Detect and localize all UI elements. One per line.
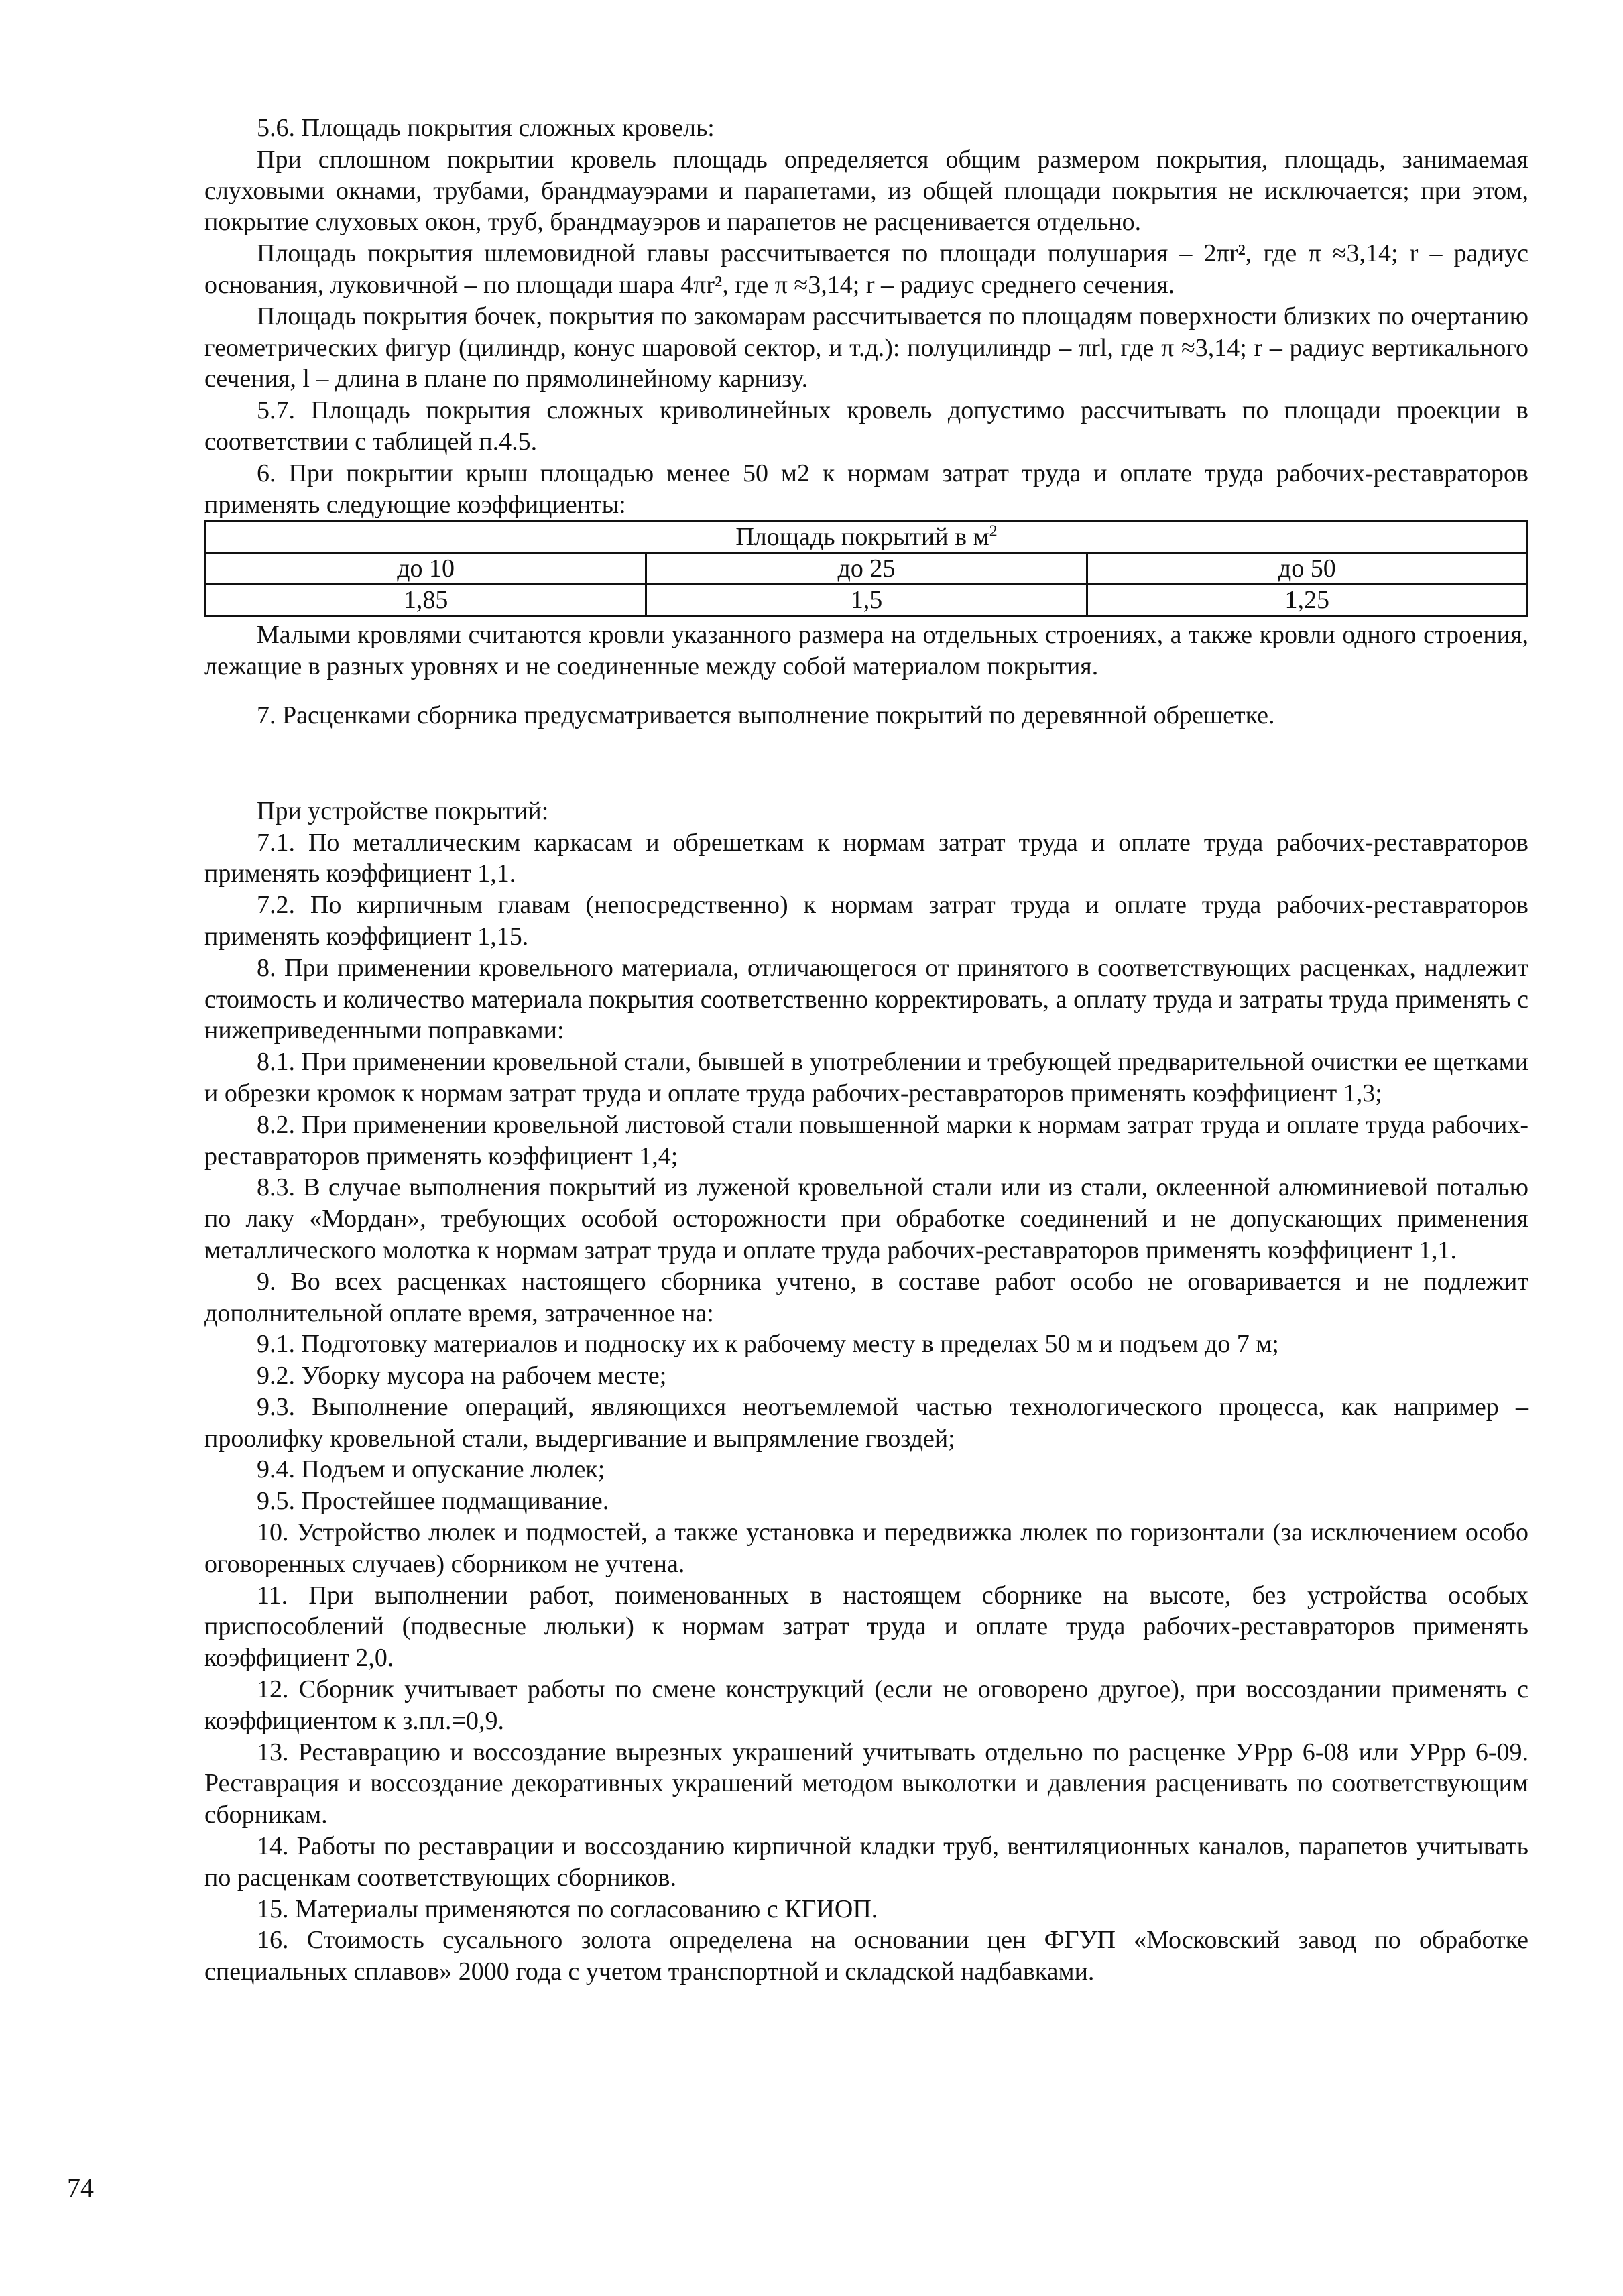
paragraph-p72: 7.2. По кирпичным главам (непосредственно) к нормам затрат труда и оплате труда рабочих-реставраторов применять коэффициент 1,15. <box>204 891 1528 951</box>
paragraph-7: 7. Расценками сборника предусматривается выполнение покрытий по деревянной обрешетке. <box>257 701 1275 729</box>
paragraph-p11: 11. При выполнении работ, поименованных в настоящем сборнике на высоте, без устройства особых приспособлений (подвесные люльки) к нормам затрат труда и оплате труда рабочих-реставраторов применять коэффициент 2,0. <box>204 1581 1528 1673</box>
paragraph-p10: 10. Устройство люлек и подмостей, а также установка и передвижка люлек по горизонтали (за исключением особо оговоренных случаев) сборником не учтена. <box>204 1518 1528 1578</box>
coefficient-table <box>204 520 1528 617</box>
paragraph-p71: 7.1. По металлическим каркасам и обрешеткам к нормам затрат труда и оплате труда рабочих-реставраторов применять коэффициент 1,1. <box>204 828 1528 888</box>
paragraph-p16: 16. Стоимость сусального золота определена на основании цен ФГУП «Московский завод по обработке специальных сплавов» 2000 года с учетом транспортной и складской надбавками. <box>204 1926 1528 1986</box>
table-value-cell: 1,85 <box>206 585 646 616</box>
paragraph-p91: 9.1. Подготовку материалов и подноску их к рабочему месту в пределах 50 м и подъем до 7 м; <box>257 1330 1279 1359</box>
table-header-text: Площадь покрытий в м <box>735 523 989 552</box>
paragraph-p93: 9.3. Выполнение операций, являющихся неотъемлемой частью технологического процесса, как например – проолифку кровельной стали, выдергивание и выпрямление гвоздей; <box>204 1392 1528 1453</box>
table-values-row <box>206 585 1528 616</box>
table-value-cell: 1,25 <box>1087 585 1527 616</box>
section-5-6 <box>204 113 1528 520</box>
paragraph-p8: 8. При применении кровельного материала, отличающегося от принятого в соответствующих расценках, надлежит стоимость и количество материала покрытия соответственно корректировать, а оплату труда и затраты труда применять с нижеприведенными поправками: <box>204 953 1528 1045</box>
paragraph-p57: 5.7. Площадь покрытия сложных криволинейных кровель допустимо рассчитывать по площади проекции в соответствии с таблицей п.4.5. <box>204 396 1528 456</box>
paragraph-install-title: При устройстве покрытий: <box>257 796 549 825</box>
table-header-row <box>206 522 1528 553</box>
table-columns-row <box>206 553 1528 585</box>
paragraph-p56-c: Площадь покрытия бочек, покрытия по закомарам рассчитывается по площадям поверхности близких по очертанию геометрических фигур (цилиндр, конус шаровой сектор, и т.д.): полуцилиндр – πrl, где π ≈3,14; r – радиус вертикального сечения, l – длина в плане по прямолинейному карнизу. <box>204 302 1528 394</box>
paragraph-p95: 9.5. Простейшее подмащивание. <box>257 1487 609 1516</box>
paragraph-p14: 14. Работы по реставрации и воссозданию кирпичной кладки труб, вентиляционных каналов, парапетов учитывать по расценкам соответствующих сборников. <box>204 1832 1528 1892</box>
paragraph-p56-b: Площадь покрытия шлемовидной главы рассчитывается по площади полушария – 2πr², где π ≈3,14; r – радиус основания, луковичной – по площади шара 4πr², где π ≈3,14; r – радиус среднего сечения. <box>204 239 1528 299</box>
table-value-cell: 1,5 <box>646 585 1087 616</box>
paragraph-p6: 6. При покрытии крыш площадью менее 50 м2 к нормам затрат труда и оплате труда рабочих-реставраторов применять следующие коэффициенты: <box>204 459 1528 519</box>
paragraph-p92: 9.2. Уборку мусора на рабочем месте; <box>257 1362 667 1390</box>
paragraph-p13: 13. Реставрацию и воссоздание вырезных украшений учитывать отдельно по расценке УРрр 6-08 или УРрр 6-09. Реставрация и воссоздание декоративных украшений методом выколотки и давления расценивать по соответствующим сборникам. <box>204 1738 1528 1829</box>
paragraph-p83: 8.3. В случае выполнения покрытий из луженой кровельной стали или из стали, оклеенной алюминиевой поталью по лаку «Мордан», требующих особой осторожности при обработке соединений и не допускающих применения металлического молотка к нормам затрат труда и оплате труда рабочих-реставраторов применять коэффициент 1,1. <box>204 1173 1528 1264</box>
table-column-label: до 10 <box>206 553 646 585</box>
paragraph-p9: 9. Во всех расценках настоящего сборника учтено, в составе работ особо не оговаривается и не подлежит дополнительной оплате время, затраченное на: <box>204 1267 1528 1327</box>
paragraph-p56-a: При сплошном покрытии кровель площадь определяется общим размером покрытия, площадь, занимаемая слуховыми окнами, трубами, брандмауэрами и парапетами, из общей площади покрытия не исключается; при этом, покрытие слуховых окон, труб, брандмауэров и парапетов не расценивается отдельно. <box>204 145 1528 237</box>
table-column-label: до 25 <box>646 553 1087 585</box>
document-page <box>204 113 1528 1988</box>
paragraph-p12: 12. Сборник учитывает работы по смене конструкций (если не оговорено другое), при воссоздании применять с коэффициентом к з.пл.=0,9. <box>204 1675 1528 1735</box>
paragraph-small-roofs: Малыми кровлями считаются кровли указанного размера на отдельных строениях, а также кровли одного строения, лежащие в разных уровнях и не соединенные между собой материалом покрытия. <box>204 621 1528 681</box>
paragraph-p15: 15. Материалы применяются по согласованию с КГИОП. <box>257 1894 878 1923</box>
table-note <box>204 619 1528 682</box>
installation-rules <box>204 796 1528 1988</box>
table-header-cell <box>206 522 1528 553</box>
paragraph-p56-title: 5.6. Площадь покрытия сложных кровель: <box>257 114 715 142</box>
paragraph-p94: 9.4. Подъем и опускание люлек; <box>257 1455 605 1484</box>
paragraph-p81: 8.1. При применении кровельной стали, бывшей в употреблении и требующей предварительной очистки ее щетками и обрезки кромок к нормам затрат труда и оплате труда рабочих-реставраторов применять коэффициент 1,3; <box>204 1048 1528 1107</box>
table-column-label: до 50 <box>1087 553 1527 585</box>
paragraph-p82: 8.2. При применении кровельной листовой стали повышенной марки к нормам затрат труда и оплате труда рабочих-реставраторов применять коэффициент 1,4; <box>204 1110 1528 1170</box>
page-number: 74 <box>67 2173 94 2203</box>
table-header-superscript: 2 <box>989 522 998 540</box>
